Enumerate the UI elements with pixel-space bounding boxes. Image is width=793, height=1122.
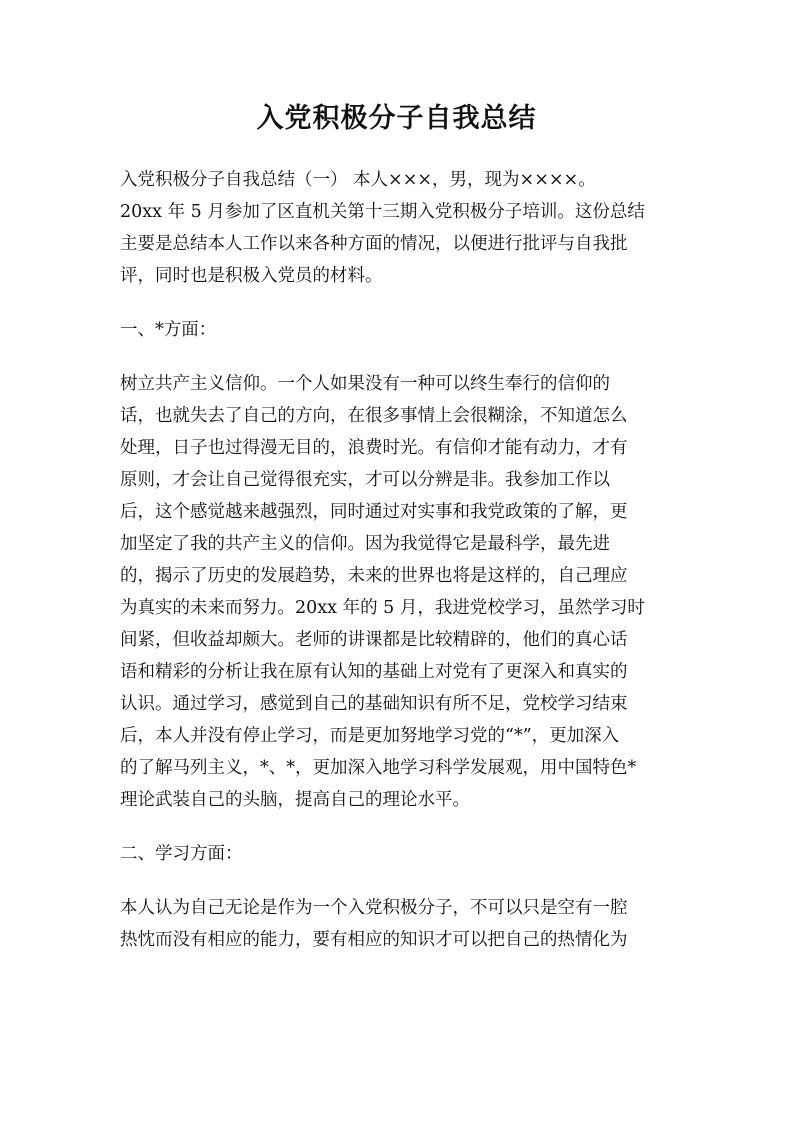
text-line: 20xx 年 5 月参加了区直机关第十三期入党积极分子培训。这份总结 xyxy=(120,202,645,222)
text-line: 评，同时也是积极入党员的材料。 xyxy=(120,266,383,286)
text-line: 加坚定了我的共产主义的信仰。因为我觉得它是最科学，最先进 xyxy=(120,534,610,554)
text-line: 后，本人并没有停止学习，而是更加努地学习党的“*”，更加深入 xyxy=(120,726,620,746)
text-line: 语和精彩的分析让我在原有认知的基础上对党有了更深入和真实的 xyxy=(120,662,628,682)
document-title: 入党积极分子自我总结 xyxy=(256,103,537,134)
text-line: 热忱而没有相应的能力，要有相应的知识才可以把自己的热情化为 xyxy=(120,930,628,950)
heading-line: 一、*方面： xyxy=(120,320,217,340)
text-line: 处理，日子也过得漫无目的，浪费时光。有信仰才能有动力，才有 xyxy=(120,438,628,458)
text-line: 后，这个感觉越来越强烈，同时通过对实事和我党政策的了解，更 xyxy=(120,502,628,522)
text-line: 认识。通过学习，感觉到自己的基础知识有所不足，党校学习结束 xyxy=(120,694,628,714)
section-heading-2 xyxy=(120,838,680,870)
text-line: 话，也就失去了自己的方向，在很多事情上会很糊涂，不知道怎么 xyxy=(120,406,628,426)
section-heading-1 xyxy=(120,314,680,346)
paragraph-section-1 xyxy=(120,368,680,816)
text-line: 原则，才会让自己觉得很充实，才可以分辨是非。我参加工作以 xyxy=(120,470,610,490)
paragraph-intro xyxy=(120,164,680,292)
text-line: 的，揭示了历史的发展趋势，未来的世界也将是这样的，自己理应 xyxy=(120,566,628,586)
text-line: 间紧，但收益却颇大。老师的讲课都是比较精辟的，他们的真心话 xyxy=(120,630,628,650)
text-line: 主要是总结本人工作以来各种方面的情况，以便进行批评与自我批 xyxy=(120,234,628,254)
text-line: 的了解马列主义，*、*，更加深入地学习科学发展观，用中国特色* xyxy=(120,758,637,778)
paragraph-section-2 xyxy=(120,892,680,956)
text-line: 入党积极分子自我总结（一） 本人×××，男，现为××××。 xyxy=(120,170,596,190)
text-line: 理论武装自己的头脑，提高自己的理论水平。 xyxy=(120,790,470,810)
text-line: 树立共产主义信仰。一个人如果没有一种可以终生奉行的信仰的 xyxy=(120,374,610,394)
text-line: 本人认为自己无论是作为一个入党积极分子，不可以只是空有一腔 xyxy=(120,898,628,918)
document-body xyxy=(120,164,680,978)
heading-line: 二、学习方面： xyxy=(120,844,243,864)
text-line: 为真实的未来而努力。20xx 年的 5 月，我进党校学习，虽然学习时 xyxy=(120,598,645,618)
